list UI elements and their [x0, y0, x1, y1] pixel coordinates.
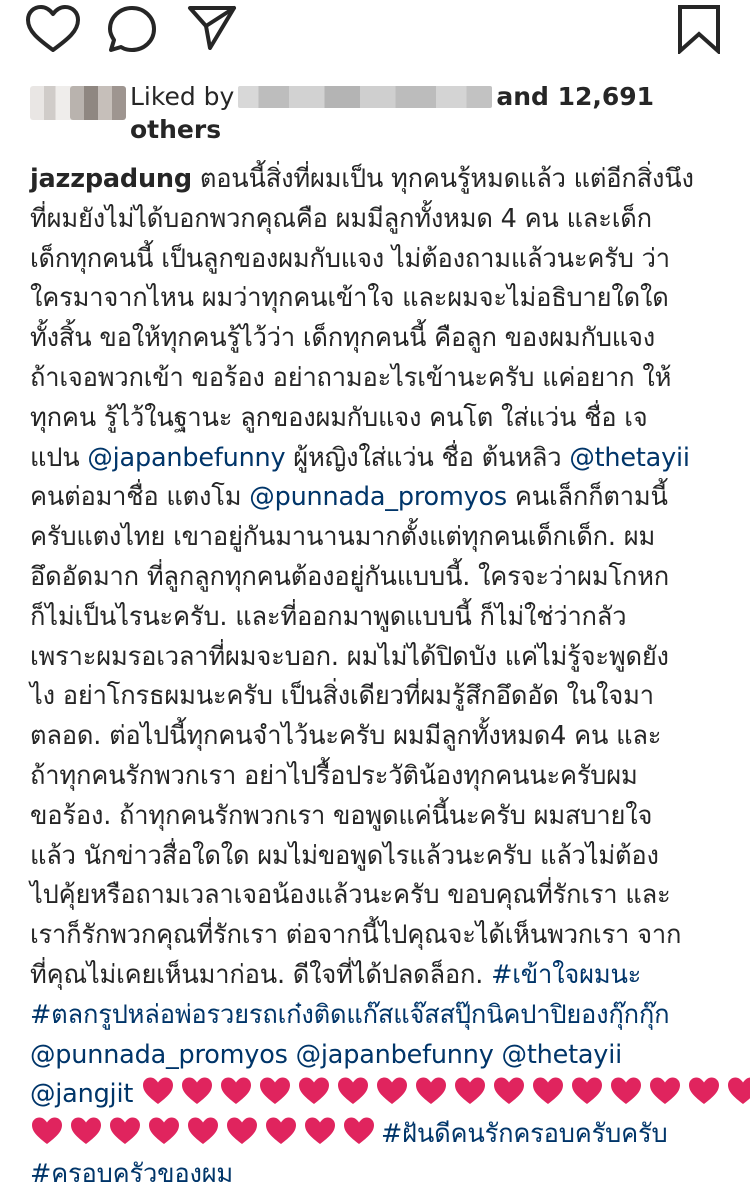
caption-line: [30, 279, 720, 319]
red-heart-emoji-icon: [264, 1116, 298, 1146]
red-heart-emoji-icon: [147, 1116, 181, 1146]
caption-line: [30, 638, 720, 678]
hashtag-link[interactable]: #ครอบครัวของผม: [30, 1158, 234, 1189]
mention-link[interactable]: @thetayii: [501, 1039, 622, 1070]
caption-text: เราก็รักพวกคุณที่รักเรา ต่อจากนี้ไปคุณจะได้เห็นพวกเรา จาก: [30, 920, 682, 951]
caption-line: [30, 598, 720, 638]
caption-line: [30, 240, 720, 280]
caption-text: ก็ไม่เป็นไรนะครับ. และที่ออกมาพูดแบบนี้ ก็ไม่ใช่ว่ากลัว: [30, 601, 627, 632]
red-heart-emoji-icon: [225, 1116, 259, 1146]
caption-text: คนต่อมาชื่อ แตงโม: [30, 482, 250, 513]
caption-text: ที่ผมยังไม่ได้บอกพวกคุณคือ ผมมีลูกทั้งหมด 4 คน และเด็ก: [30, 203, 652, 234]
caption-text: ครับแตงไทย เขาอยู่กันมานานมากตั้งแต่ทุกคนเด็กเด็ก. ผม: [30, 522, 656, 553]
caption-line: [30, 876, 720, 916]
caption-line: [30, 319, 720, 359]
red-heart-emoji-icon: [69, 1116, 103, 1146]
caption-text: คนเล็กก็ตามนี้: [506, 482, 668, 513]
red-heart-emoji-icon: [303, 1116, 337, 1146]
liked-others[interactable]: others: [130, 115, 222, 144]
paper-plane-icon[interactable]: [186, 4, 238, 50]
red-heart-emoji-icon: [609, 1076, 643, 1106]
caption-line: [30, 996, 720, 1036]
caption-text: เพราะผมรอเวลาที่ผมจะบอก. ผมไม่ได้ปิดบัง แค่ไม่รู้จะพูดยัง: [30, 641, 669, 672]
caption-text: ไปคุ้ยหรือถามเวลาเจอน้องแล้วนะครับ ขอบคุณที่รักเรา และ: [30, 880, 671, 911]
speech-bubble-icon[interactable]: [106, 4, 158, 54]
caption-text: [288, 1040, 296, 1070]
caption-line: [30, 558, 720, 598]
caption-text: ใครมาจากไหน ผมว่าทุกคนเข้าใจ และผมจะไม่อธิบายใดใด: [30, 283, 669, 314]
caption-line: [30, 916, 720, 956]
hashtag-link[interactable]: #เข้าใจผมนะ: [491, 959, 642, 990]
mention-link[interactable]: @thetayii: [569, 442, 690, 473]
caption-text: ตลอด. ต่อไปนี้ทุกคนจำไว้นะครับ ผมมีลูกทั้งหมด4 คน และ: [30, 721, 662, 752]
red-heart-emoji-icon: [342, 1116, 376, 1146]
red-heart-emoji-icon: [453, 1076, 487, 1106]
liked-by-text[interactable]: [130, 80, 730, 146]
caption-text: ไง อย่าโกรธผมนะครับ เป็นสิ่งเดียวที่ผมรู้สึกอึดอัด ในใจมา: [30, 681, 654, 712]
caption-text: ถ้าทุกคนรักพวกเรา อย่าไปรื้อประวัติน้องทุกคนนะครับผม: [30, 760, 638, 791]
liked-by-prefix: Liked by: [130, 82, 235, 111]
red-heart-emoji-icon: [687, 1076, 721, 1106]
post-action-bar: [0, 0, 750, 60]
liked-by-row: [30, 80, 730, 146]
caption-line: [30, 1075, 720, 1115]
caption-username[interactable]: jazzpadung: [30, 164, 192, 194]
blurred-username[interactable]: [238, 86, 492, 108]
caption-line: [30, 478, 720, 518]
hashtag-link[interactable]: #ฝันดีคนรักครอบครับครับ: [381, 1119, 668, 1150]
mention-link[interactable]: @punnada_promyos: [249, 482, 507, 513]
caption-text: ผู้หญิงใส่แว่น ชื่อ ต้นหลิว: [285, 442, 570, 473]
caption-text: [133, 1079, 141, 1109]
caption-line: [30, 837, 720, 877]
heart-outline-icon[interactable]: [24, 4, 82, 54]
caption-line: [30, 956, 720, 996]
caption-line: [30, 359, 720, 399]
red-heart-emoji-icon: [648, 1076, 682, 1106]
caption-text: เด็กทุกคนนี้ เป็นลูกของผมกับแจง ไม่ต้องถามแล้วนะครับ ว่า: [30, 243, 670, 274]
caption-line: [30, 399, 720, 439]
caption-text: อึดอัดมาก ที่ลูกลูกทุกคนต้องอยู่กันแบบนี้. ใครจะว่าผมโกหก: [30, 561, 670, 592]
red-heart-emoji-icon: [570, 1076, 604, 1106]
red-heart-emoji-icon: [141, 1076, 175, 1106]
caption-line: [30, 1155, 720, 1195]
red-heart-emoji-icon: [726, 1076, 750, 1106]
caption-line: [30, 439, 720, 479]
caption-line: [30, 757, 720, 797]
bookmark-icon[interactable]: [676, 4, 722, 54]
red-heart-emoji-icon: [30, 1116, 64, 1146]
red-heart-emoji-icon: [186, 1116, 220, 1146]
red-heart-emoji-icon: [180, 1076, 214, 1106]
caption-text: ทุกคน รู้ไว้ในฐานะ ลูกของผมกับแจง คนโต ใส่แว่น ชื่อ เจ: [30, 402, 648, 433]
caption-text: ที่คุณไม่เคยเห็นมาก่อน. ดีใจที่ได้ปลดล็อก.: [30, 959, 492, 990]
caption-text: ตอนนี้สิ่งที่ผมเป็น ทุกคนรู้หมดแล้ว แต่อีกสิ่งนึง: [191, 164, 694, 194]
caption-text: ถ้าเจอพวกเข้า ขอร้อง อย่าถามอะไรเข้านะครับ แค่อยาก ให้: [30, 362, 672, 393]
caption-line: [30, 797, 720, 837]
caption-text: แล้ว นักข่าวสื่อใดใด ผมไม่ขอพูดไรแล้วนะครับ แล้วไม่ต้อง: [30, 840, 659, 871]
red-heart-emoji-icon: [492, 1076, 526, 1106]
red-heart-emoji-icon: [414, 1076, 448, 1106]
red-heart-emoji-icon: [108, 1116, 142, 1146]
mention-link[interactable]: @japanbefunny: [295, 1039, 494, 1070]
caption-line: [30, 200, 720, 240]
mention-link[interactable]: @japanbefunny: [87, 442, 286, 473]
liked-count[interactable]: and 12,691: [496, 82, 655, 111]
red-heart-emoji-icon: [336, 1076, 370, 1106]
caption-line: [30, 1036, 720, 1076]
mention-link[interactable]: @punnada_promyos: [30, 1039, 288, 1070]
avatar[interactable]: [70, 86, 126, 120]
red-heart-emoji-icon: [219, 1076, 253, 1106]
caption-text: แปน: [30, 442, 88, 473]
mention-link[interactable]: @jangjit: [30, 1079, 134, 1110]
caption-line: [30, 677, 720, 717]
hashtag-link[interactable]: #ตลกรูปหล่อพ่อรวยรถเก๋งติดแก๊สแจ๊สสปุ๊กนิคปาปิยองกุ๊กกุ๊ก: [30, 999, 670, 1030]
red-heart-emoji-icon: [297, 1076, 331, 1106]
caption-line: [30, 717, 720, 757]
caption-line: [30, 160, 720, 200]
red-heart-emoji-icon: [375, 1076, 409, 1106]
caption-line: [30, 518, 720, 558]
caption-text: [494, 1040, 502, 1070]
caption-line: [30, 1115, 720, 1155]
caption-text: ขอร้อง. ถ้าทุกคนรักพวกเรา ขอพูดแค่นี้นะครับ ผมสบายใจ: [30, 800, 653, 831]
post-caption: [30, 160, 720, 1195]
red-heart-emoji-icon: [531, 1076, 565, 1106]
caption-text: ทั้งสิ้น ขอให้ทุกคนรู้ไว้ว่า เด็กทุกคนนี้ คือลูก ของผมกับแจง: [30, 323, 656, 354]
red-heart-emoji-icon: [258, 1076, 292, 1106]
